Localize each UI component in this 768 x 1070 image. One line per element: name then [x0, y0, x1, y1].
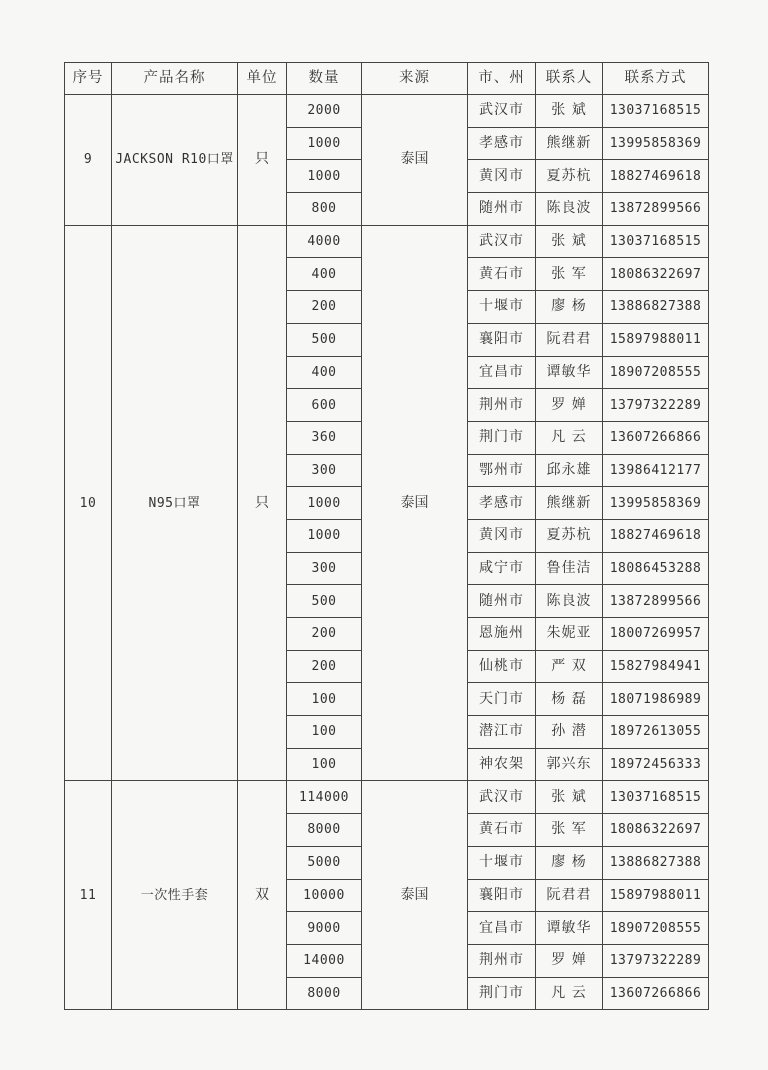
header-contact: 联系人 [536, 63, 603, 95]
city: 黄冈市 [468, 519, 536, 552]
product-name: JACKSON R10口罩 [112, 95, 238, 226]
quantity: 1000 [287, 487, 362, 520]
quantity: 8000 [287, 977, 362, 1010]
city: 孝感市 [468, 487, 536, 520]
phone-number: 15897988011 [603, 323, 709, 356]
phone-number: 15827984941 [603, 650, 709, 683]
phone-number: 18972456333 [603, 748, 709, 781]
quantity: 300 [287, 552, 362, 585]
phone-number: 13886827388 [603, 846, 709, 879]
unit: 只 [238, 225, 287, 781]
table-header-row [65, 63, 709, 95]
quantity: 1000 [287, 127, 362, 160]
city: 随州市 [468, 585, 536, 618]
phone-number: 18086322697 [603, 814, 709, 847]
contact-person: 谭敏华 [536, 356, 603, 389]
phone-number: 13797322289 [603, 944, 709, 977]
quantity: 360 [287, 421, 362, 454]
contact-person: 陈良波 [536, 193, 603, 226]
quantity: 9000 [287, 912, 362, 945]
city: 武汉市 [468, 781, 536, 814]
phone-number: 13037168515 [603, 95, 709, 128]
header-product: 产品名称 [112, 63, 238, 95]
contact-person: 陈良波 [536, 585, 603, 618]
quantity: 200 [287, 618, 362, 651]
contact-person: 熊继新 [536, 127, 603, 160]
quantity: 800 [287, 193, 362, 226]
city: 鄂州市 [468, 454, 536, 487]
contact-person: 廖 杨 [536, 846, 603, 879]
quantity: 4000 [287, 225, 362, 258]
contact-person: 张 斌 [536, 225, 603, 258]
city: 荆州市 [468, 944, 536, 977]
city: 潜江市 [468, 716, 536, 749]
city: 武汉市 [468, 95, 536, 128]
phone-number: 18086322697 [603, 258, 709, 291]
quantity: 1000 [287, 519, 362, 552]
city: 神农架 [468, 748, 536, 781]
group-index: 9 [65, 95, 112, 226]
quantity: 300 [287, 454, 362, 487]
quantity: 400 [287, 258, 362, 291]
supply-allocation-table [64, 62, 709, 1010]
phone-number: 18907208555 [603, 912, 709, 945]
phone-number: 18086453288 [603, 552, 709, 585]
header-source: 来源 [362, 63, 468, 95]
contact-person: 张 军 [536, 258, 603, 291]
quantity: 114000 [287, 781, 362, 814]
phone-number: 13995858369 [603, 487, 709, 520]
contact-person: 郭兴东 [536, 748, 603, 781]
header-city: 市、州 [468, 63, 536, 95]
city: 黄石市 [468, 258, 536, 291]
city: 孝感市 [468, 127, 536, 160]
contact-person: 朱妮亚 [536, 618, 603, 651]
phone-number: 13986412177 [603, 454, 709, 487]
city: 随州市 [468, 193, 536, 226]
phone-number: 18827469618 [603, 160, 709, 193]
contact-person: 凡 云 [536, 421, 603, 454]
quantity: 100 [287, 683, 362, 716]
product-name: N95口罩 [112, 225, 238, 781]
phone-number: 13872899566 [603, 585, 709, 618]
city: 荆门市 [468, 421, 536, 454]
phone-number: 18907208555 [603, 356, 709, 389]
phone-number: 13037168515 [603, 781, 709, 814]
quantity: 200 [287, 650, 362, 683]
phone-number: 13995858369 [603, 127, 709, 160]
city: 黄冈市 [468, 160, 536, 193]
quantity: 200 [287, 291, 362, 324]
phone-number: 18972613055 [603, 716, 709, 749]
city: 襄阳市 [468, 879, 536, 912]
quantity: 5000 [287, 846, 362, 879]
contact-person: 张 斌 [536, 781, 603, 814]
contact-person: 张 斌 [536, 95, 603, 128]
phone-number: 13886827388 [603, 291, 709, 324]
quantity: 10000 [287, 879, 362, 912]
phone-number: 13797322289 [603, 389, 709, 422]
quantity: 2000 [287, 95, 362, 128]
group-index: 10 [65, 225, 112, 781]
contact-person: 邱永雄 [536, 454, 603, 487]
group-index: 11 [65, 781, 112, 1010]
header-unit: 单位 [238, 63, 287, 95]
table-row [65, 225, 709, 258]
phone-number: 18071986989 [603, 683, 709, 716]
contact-person: 罗 婵 [536, 944, 603, 977]
header-phone: 联系方式 [603, 63, 709, 95]
quantity: 500 [287, 323, 362, 356]
header-index: 序号 [65, 63, 112, 95]
city: 宜昌市 [468, 912, 536, 945]
source-country: 泰国 [362, 95, 468, 226]
phone-number: 15897988011 [603, 879, 709, 912]
quantity: 14000 [287, 944, 362, 977]
quantity: 500 [287, 585, 362, 618]
contact-person: 严 双 [536, 650, 603, 683]
contact-person: 凡 云 [536, 977, 603, 1010]
quantity: 8000 [287, 814, 362, 847]
header-quantity: 数量 [287, 63, 362, 95]
city: 十堰市 [468, 846, 536, 879]
phone-number: 13872899566 [603, 193, 709, 226]
contact-person: 张 军 [536, 814, 603, 847]
phone-number: 13037168515 [603, 225, 709, 258]
contact-person: 熊继新 [536, 487, 603, 520]
contact-person: 罗 婵 [536, 389, 603, 422]
source-country: 泰国 [362, 225, 468, 781]
unit: 双 [238, 781, 287, 1010]
phone-number: 18827469618 [603, 519, 709, 552]
table-row [65, 95, 709, 128]
city: 荆门市 [468, 977, 536, 1010]
quantity: 100 [287, 748, 362, 781]
table-body [65, 95, 709, 1010]
source-country: 泰国 [362, 781, 468, 1010]
contact-person: 杨 磊 [536, 683, 603, 716]
city: 武汉市 [468, 225, 536, 258]
contact-person: 阮君君 [536, 879, 603, 912]
contact-person: 廖 杨 [536, 291, 603, 324]
city: 咸宁市 [468, 552, 536, 585]
city: 恩施州 [468, 618, 536, 651]
phone-number: 13607266866 [603, 421, 709, 454]
contact-person: 谭敏华 [536, 912, 603, 945]
quantity: 100 [287, 716, 362, 749]
city: 十堰市 [468, 291, 536, 324]
quantity: 600 [287, 389, 362, 422]
city: 宜昌市 [468, 356, 536, 389]
unit: 只 [238, 95, 287, 226]
city: 黄石市 [468, 814, 536, 847]
contact-person: 夏苏杭 [536, 519, 603, 552]
product-name: 一次性手套 [112, 781, 238, 1010]
city: 天门市 [468, 683, 536, 716]
contact-person: 夏苏杭 [536, 160, 603, 193]
phone-number: 18007269957 [603, 618, 709, 651]
city: 荆州市 [468, 389, 536, 422]
contact-person: 孙 潜 [536, 716, 603, 749]
city: 襄阳市 [468, 323, 536, 356]
city: 仙桃市 [468, 650, 536, 683]
quantity: 400 [287, 356, 362, 389]
contact-person: 阮君君 [536, 323, 603, 356]
table-row [65, 781, 709, 814]
quantity: 1000 [287, 160, 362, 193]
contact-person: 鲁佳洁 [536, 552, 603, 585]
phone-number: 13607266866 [603, 977, 709, 1010]
